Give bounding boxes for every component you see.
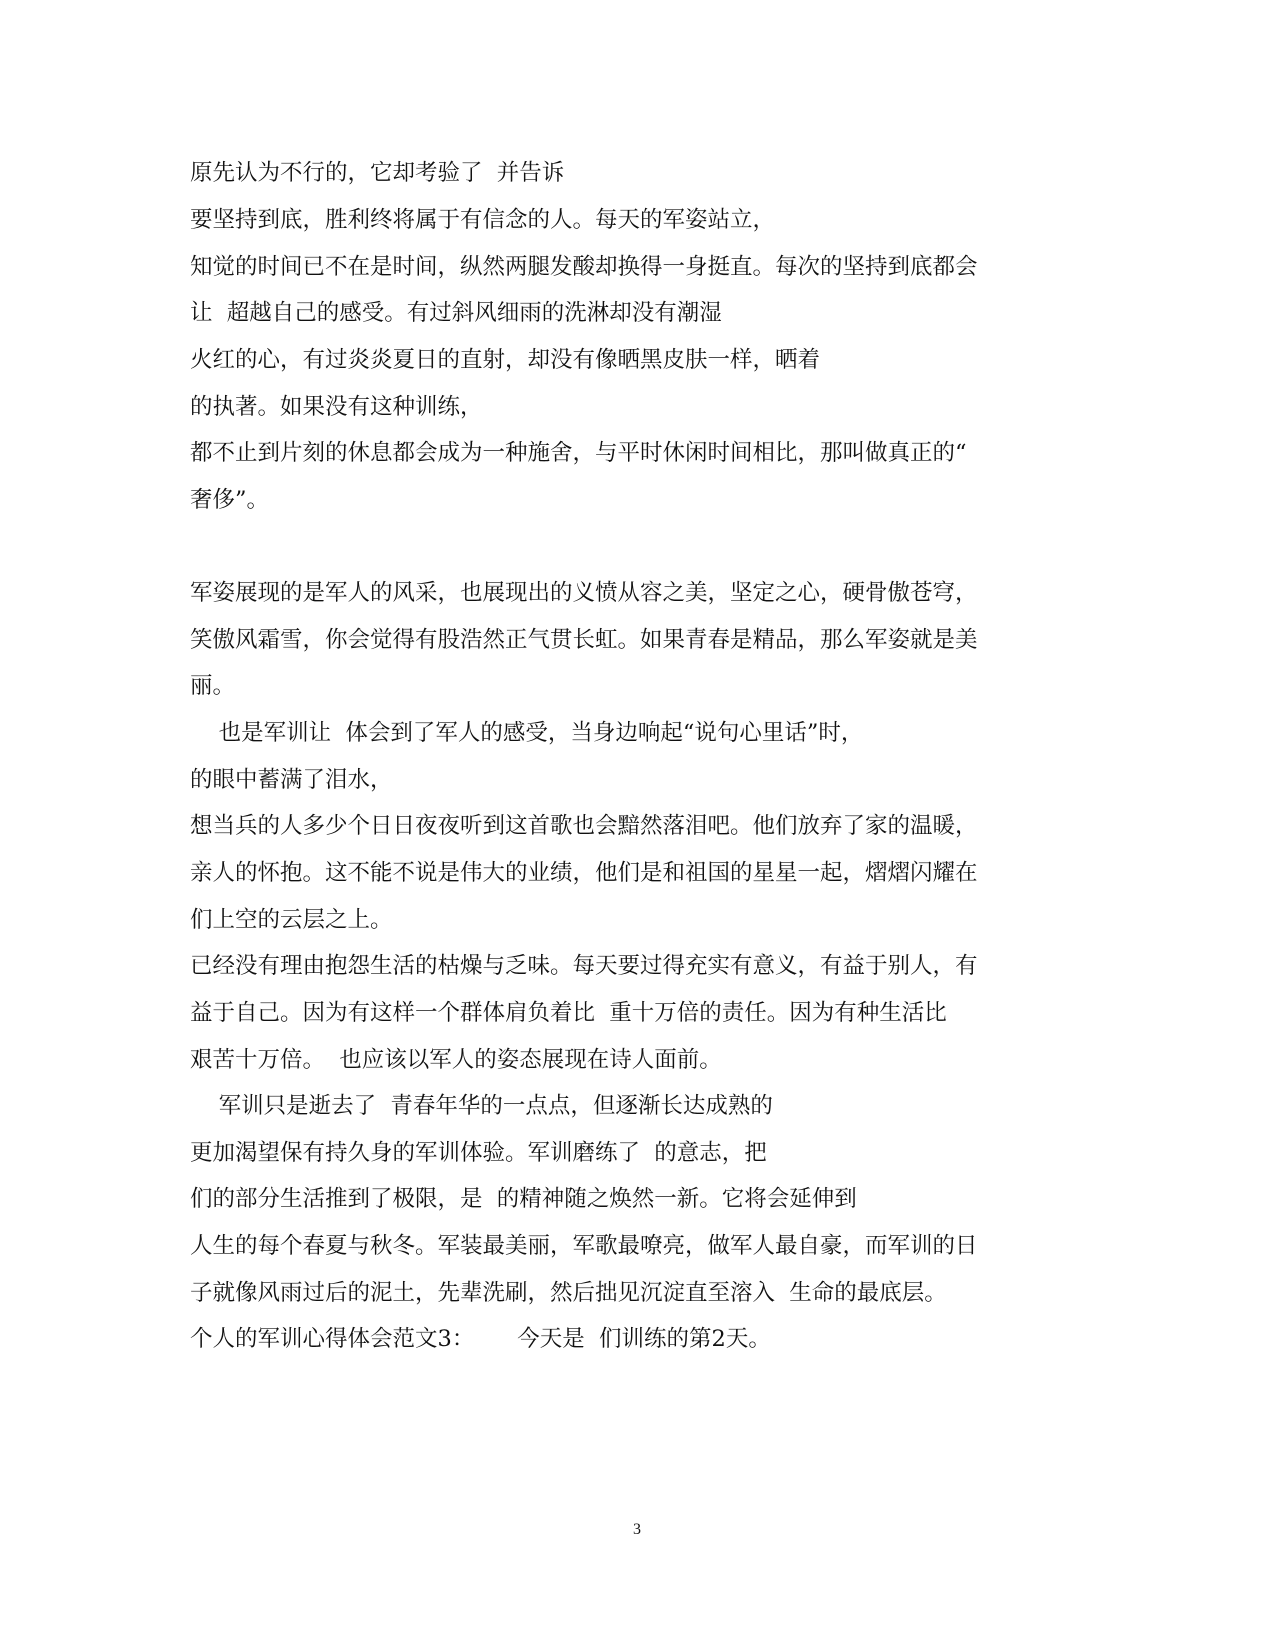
text-line: 军训只是逝去了 青春年华的一点点，但逐渐长达成熟的 [190,1093,773,1119]
text-line: 笑傲风霜雪，你会觉得有股浩然正气贯长虹。如果青春是精品，那么军姿就是美 [190,627,978,653]
text-line: 艰苦十万倍。 也应该以军人的姿态展现在诗人面前。 [190,1047,722,1073]
text-line: 也是军训让 体会到了军人的感受，当身边响起“说句心里话”时， [190,720,864,746]
text-line: 人生的每个春夏与秋冬。军装最美丽，军歌最嘹亮，做军人最自豪，而军训的日 [190,1233,978,1259]
text-line: 亲人的怀抱。这不能不说是伟大的业绩，他们是和祖国的星星一起，熠熠闪耀在 [190,860,978,886]
text-line: 奢侈”。 [190,487,270,513]
text-line: 个人的军训心得体会范文3： 今天是 们训练的第2天。 [190,1326,771,1352]
text-line: 都不止到片刻的休息都会成为一种施舍，与平时休闲时间相比，那叫做真正的“ [190,440,967,466]
text-line: 的眼中蓄满了泪水， [190,767,393,793]
text-line: 火红的心，有过炎炎夏日的直射，却没有像晒黑皮肤一样，晒着 [190,347,821,373]
text-line: 们的部分生活推到了极限，是 的精神随之焕然一新。它将会延伸到 [190,1186,857,1212]
text-line: 想当兵的人多少个日日夜夜听到这首歌也会黯然落泪吧。他们放弃了家的温暖， [190,813,978,839]
text-line: 要坚持到底，胜利终将属于有信念的人。每天的军姿站立， [190,207,776,233]
text-line: 军姿展现的是军人的风采，也展现出的义愤从容之美，坚定之心，硬骨傲苍穹， [190,580,978,606]
page-number: 3 [633,1521,641,1538]
text-line: 知觉的时间已不在是时间，纵然两腿发酸却换得一身挺直。每次的坚持到底都会 [190,254,978,280]
text-line: 更加渴望保有持久身的军训体验。军训磨练了 的意志，把 [190,1140,767,1166]
text-line: 子就像风雨过后的泥土，先辈洗刷，然后拙见沉淀直至溶入 生命的最底层。 [190,1280,947,1306]
text-line: 已经没有理由抱怨生活的枯燥与乏味。每天要过得充实有意义，有益于别人，有 [190,953,978,979]
text-line: 丽。 [190,673,236,699]
text-line: 原先认为不行的，它却考验了 并告诉 [190,160,565,186]
text-line: 让 超越自己的感受。有过斜风细雨的洗淋却没有潮湿 [190,300,722,326]
text-line: 们上空的云层之上。 [190,907,393,933]
text-line: 益于自己。因为有这样一个群体肩负着比 重十万倍的责任。因为有种生活比 [190,1000,947,1026]
text-line: 的执著。如果没有这种训练， [190,394,483,420]
